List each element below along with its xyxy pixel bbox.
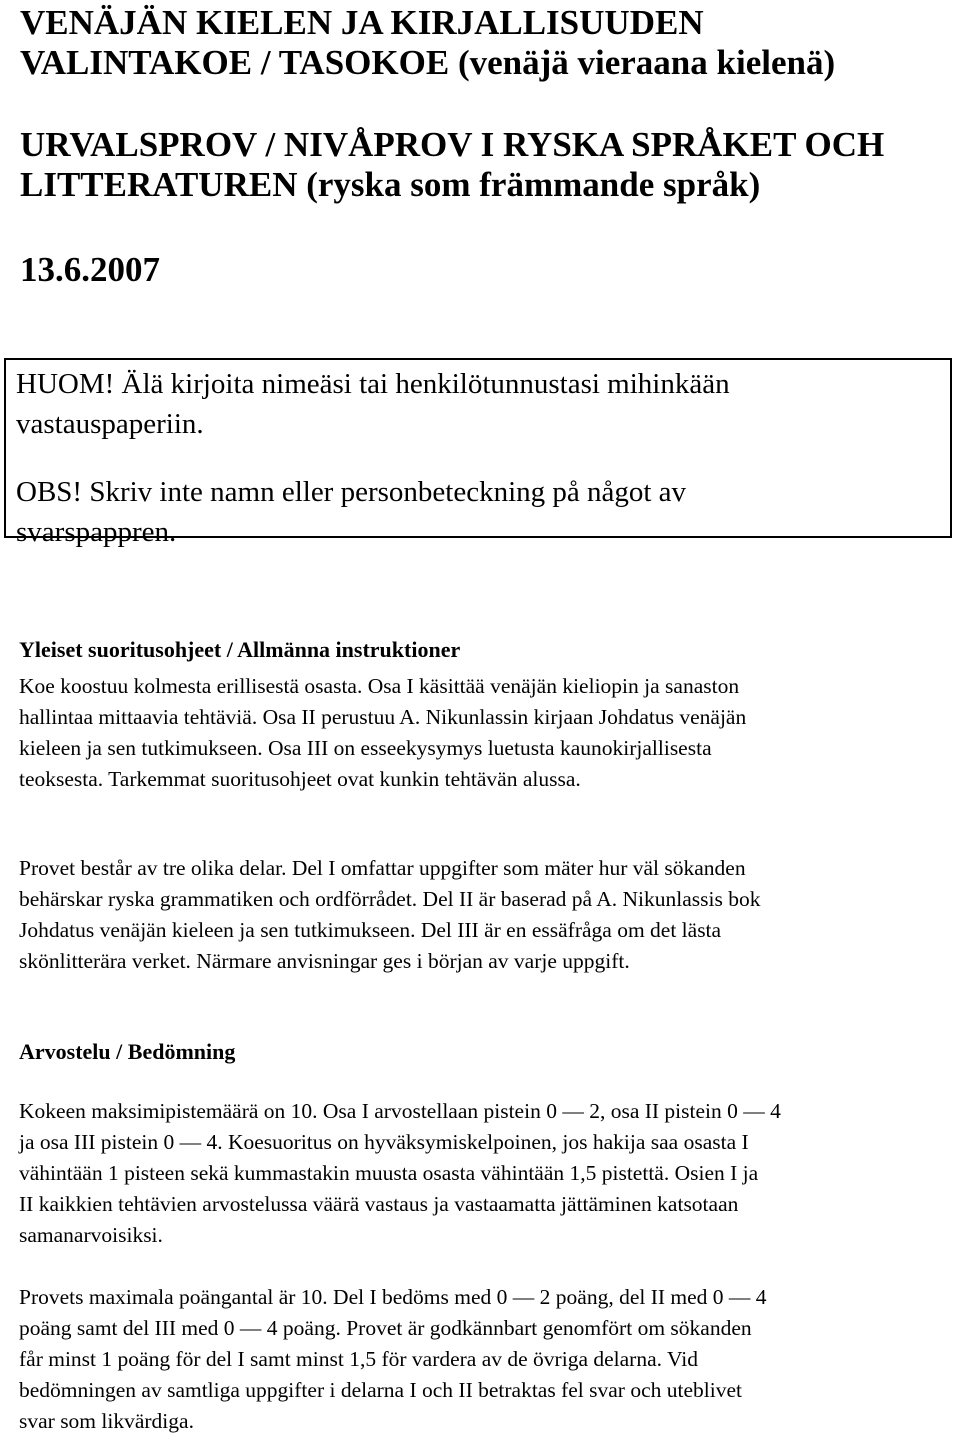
notice-swedish: OBS! Skriv inte namn eller personbeteckning på något av svarspappren. (16, 476, 687, 548)
instructions-heading: Yleiset suoritusohjeet / Allmänna instruktioner (19, 637, 461, 662)
instructions-finnish-paragraph: Koe koostuu kolmesta erillisestä osasta. Osa I käsittää venäjän kieliopin ja sanaston hallintaa mittaavia tehtäviä. Osa II perustuu A. Nikunlassin kirjaan Johdatus venäjän kieleen ja sen tutkimukseen. Osa III on esseekysymys luetusta kaunokirjallisesta teoksesta. Tarkemmat suoritusohjeet ovat kunkin tehtävän alussa. (19, 674, 747, 791)
grading-finnish-paragraph: Kokeen maksimipistemäärä on 10. Osa I arvostellaan pistein 0 — 2, osa II pistein 0 — 4 ja osa III pistein 0 — 4. Koesuoritus on hyväksymiskelpoinen, jos hakija saa osasta I vähintään 1 pisteen sekä kummastakin muusta osasta vähintään 1,5 pistettä. Osien I ja II kaikkien tehtävien arvostelussa väärä vastaus ja vastaamatta jättäminen katsotaan samanarvoisiksi. (19, 1099, 781, 1247)
notice-box (4, 358, 952, 548)
notice-finnish: HUOM! Älä kirjoita nimeäsi tai henkilötunnustasi mihinkään vastauspaperiin. (16, 368, 730, 440)
exam-date: 13.6.2007 (20, 250, 160, 289)
grading-swedish-paragraph: Provets maximala poängantal är 10. Del I bedöms med 0 — 2 poäng, del II med 0 — 4 poäng samt del III med 0 — 4 poäng. Provet är godkännbart genomfört om sökanden får minst 1 poäng för del I samt minst 1,5 för vardera av de övriga delarna. Vid bedömningen av samtliga uppgifter i delarna I och II betraktas fel svar och uteblivet svar som likvärdiga. (19, 1285, 767, 1433)
exam-title-finnish: VENÄJÄN KIELEN JA KIRJALLISUUDEN VALINTAKOE / TASOKOE (venäjä vieraana kielenä) (20, 3, 836, 82)
exam-title-swedish: URVALSPROV / NIVÅPROV I RYSKA SPRÅKET OCH LITTERATUREN (ryska som främmande språk) (20, 125, 885, 204)
grading-heading: Arvostelu / Bedömning (19, 1039, 236, 1064)
instructions-swedish-paragraph: Provet består av tre olika delar. Del I omfattar uppgifter som mäter hur väl sökanden behärskar ryska grammatiken och ordförrådet. Del II är baserad på A. Nikunlassis bok Johdatus venäjän kieleen ja sen tutkimukseen. Del III är en essäfråga om det lästa skönlitterära verket. Närmare anvisningar ges i början av varje uppgift. (19, 856, 761, 973)
